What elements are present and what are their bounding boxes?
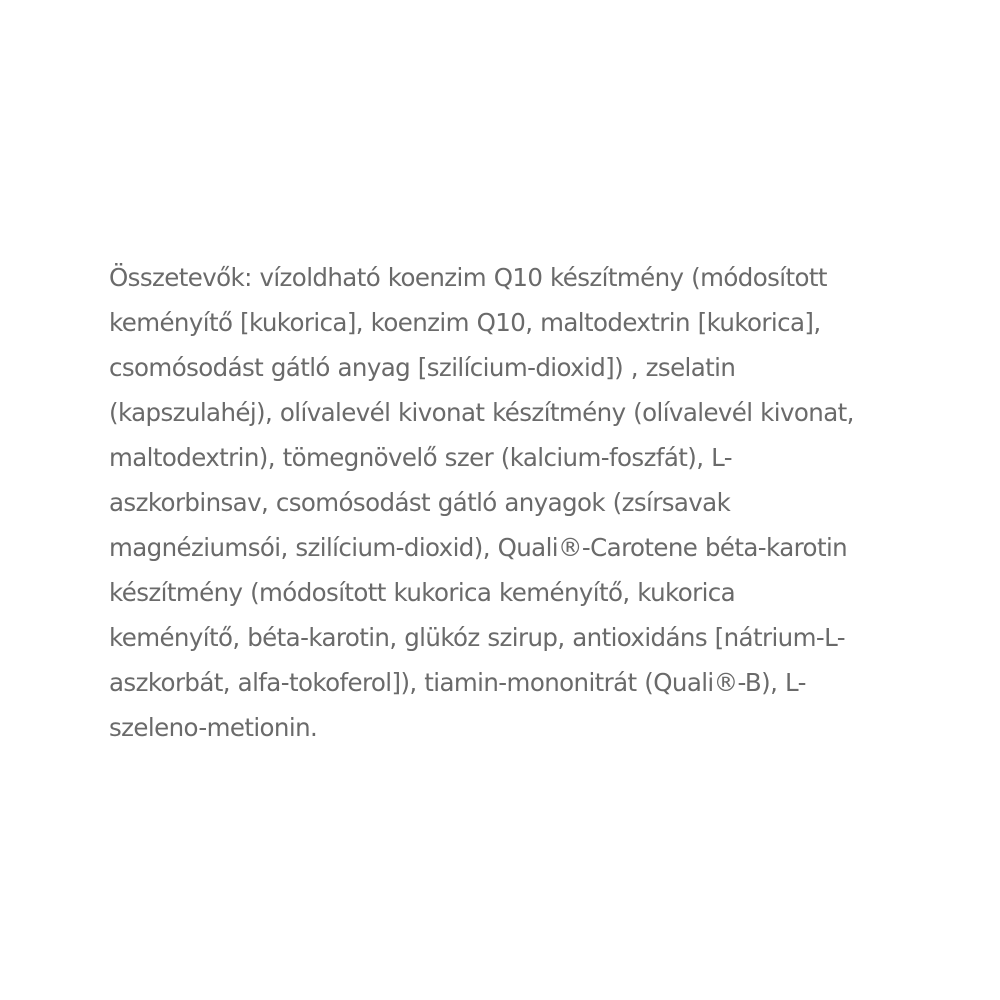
ingredients-text (109, 255, 909, 750)
ingredients-line: magnéziumsói, szilícium-dioxid), Quali®-Carotene béta-karotin (109, 533, 848, 562)
ingredients-line: (kapszulahéj), olívalevél kivonat készítmény (olívalevél kivonat, (109, 398, 854, 427)
ingredients-line: maltodextrin), tömegnövelő szer (kalcium-foszfát), L- (109, 443, 732, 472)
ingredients-line: aszkorbinsav, csomósodást gátló anyagok (zsírsavak (109, 488, 731, 517)
ingredients-line: keményítő [kukorica], koenzim Q10, maltodextrin [kukorica], (109, 308, 821, 337)
ingredients-line: aszkorbát, alfa-tokoferol]), tiamin-mononitrát (Quali®-B), L- (109, 668, 806, 697)
ingredients-line: Összetevők: vízoldható koenzim Q10 készítmény (módosított (109, 263, 827, 292)
ingredients-line: készítmény (módosított kukorica keményítő, kukorica (109, 578, 736, 607)
ingredients-line: keményítő, béta-karotin, glükóz szirup, antioxidáns [nátrium-L- (109, 623, 845, 652)
ingredients-line: szeleno-metionin. (109, 713, 318, 742)
ingredients-line: csomósodást gátló anyag [szilícium-dioxid]) , zselatin (109, 353, 736, 382)
